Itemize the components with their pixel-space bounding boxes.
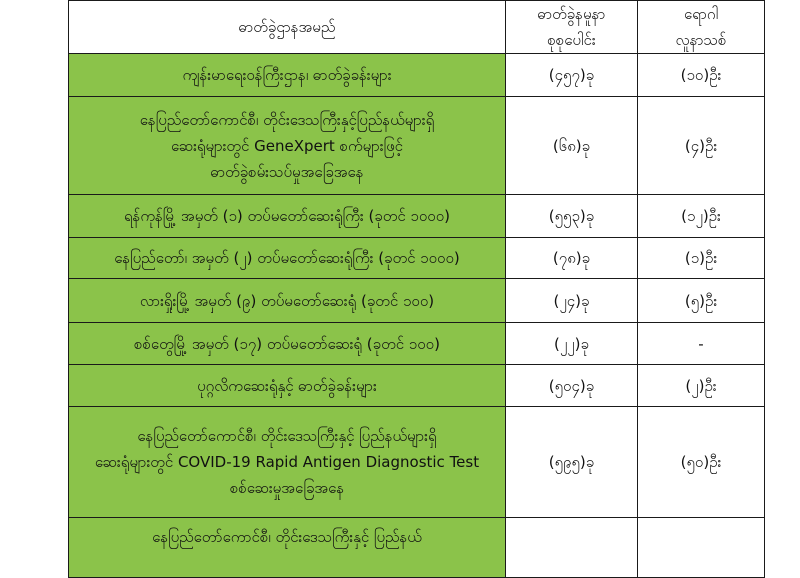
positive-cell: -: [638, 323, 765, 365]
tests-cell: (၄၅၇)ခု: [506, 54, 638, 97]
positive-cell: (၁)ဦး: [638, 238, 765, 279]
header-total-tests-line1: ဓာတ်ခွဲနမူနာ: [537, 5, 606, 23]
tests-cell: (၂၂)ခု: [506, 323, 638, 365]
tests-cell: [506, 518, 638, 578]
header-total-tests-line2: စုစုပေါင်း: [547, 31, 596, 49]
lab-name-cell: နေပြည်တော်ကောင်စီ၊ တိုင်းဒေသကြီးနှင့် ပြည်နယ်: [69, 518, 506, 578]
lab-name-cell: နေပြည်တော်ကောင်စီ၊ တိုင်းဒေသကြီးနှင့်ပြည်နယ်များရှိ ဆေးရုံများတွင် GeneXpert စက်များဖြင့် ဓာတ်ခွဲစမ်းသပ်မှုအခြေအနေ: [69, 97, 506, 195]
table-row: [69, 323, 765, 365]
table-row: [69, 238, 765, 279]
header-new-patients-line2: လူနာသစ်: [675, 31, 727, 49]
tests-cell: (၆၈)ခု: [506, 97, 638, 195]
table-row: [69, 54, 765, 97]
tests-cell: (၅၅၃)ခု: [506, 195, 638, 238]
table-row: [69, 518, 765, 578]
positive-cell: (၅)ဦး: [638, 279, 765, 323]
header-lab-name: ဓာတ်ခွဲဌာနအမည်: [69, 1, 506, 54]
lab-name-cell: ပုဂ္ဂလိကဆေးရုံနှင့် ဓာတ်ခွဲခန်းများ: [69, 365, 506, 407]
table-row: [69, 195, 765, 238]
lab-name-cell: လားရှိုးမြို့ အမှတ် (၉) တပ်မတော်ဆေးရုံ (ခုတင် ၁၀၀): [69, 279, 506, 323]
tests-cell: (၂၄)ခု: [506, 279, 638, 323]
lab-results-table: [68, 0, 765, 578]
positive-cell: (၄)ဦး: [638, 97, 765, 195]
lab-name-cell: နေပြည်တော်ကောင်စီ၊ တိုင်းဒေသကြီးနှင့် ပြည်နယ်များရှိ ဆေးရုံများတွင် COVID-19 Rapid Antigen Diagnostic Test စစ်ဆေးမှုအခြေအနေ: [69, 407, 506, 518]
tests-cell: (၅၉၅)ခု: [506, 407, 638, 518]
table-row: [69, 279, 765, 323]
tests-cell: (၇၈)ခု: [506, 238, 638, 279]
table-row: [69, 407, 765, 518]
table-header-row: [69, 1, 765, 54]
table-row: [69, 97, 765, 195]
positive-cell: [638, 518, 765, 578]
header-new-patients: [638, 1, 765, 54]
tests-cell: (၅၀၄)ခု: [506, 365, 638, 407]
header-new-patients-line1: ရောဂါ: [683, 5, 719, 23]
lab-name-cell: ကျန်းမာရေးဝန်ကြီးဌာန၊ ဓာတ်ခွဲခန်းများ: [69, 54, 506, 97]
positive-cell: (၂)ဦး: [638, 365, 765, 407]
positive-cell: (၅၀)ဦး: [638, 407, 765, 518]
lab-name-cell: စစ်တွေမြို့ အမှတ် (၁၇) တပ်မတော်ဆေးရုံ (ခုတင် ၁၀၀): [69, 323, 506, 365]
lab-name-cell: နေပြည်တော်၊ အမှတ် (၂) တပ်မတော်ဆေးရုံကြီး (ခုတင် ၁၀၀၀): [69, 238, 506, 279]
table-row: [69, 365, 765, 407]
positive-cell: (၁၂)ဦး: [638, 195, 765, 238]
positive-cell: (၁၀)ဦး: [638, 54, 765, 97]
lab-name-cell: ရန်ကုန်မြို့ အမှတ် (၁) တပ်မတော်ဆေးရုံကြီး (ခုတင် ၁၀၀၀): [69, 195, 506, 238]
header-total-tests: [506, 1, 638, 54]
